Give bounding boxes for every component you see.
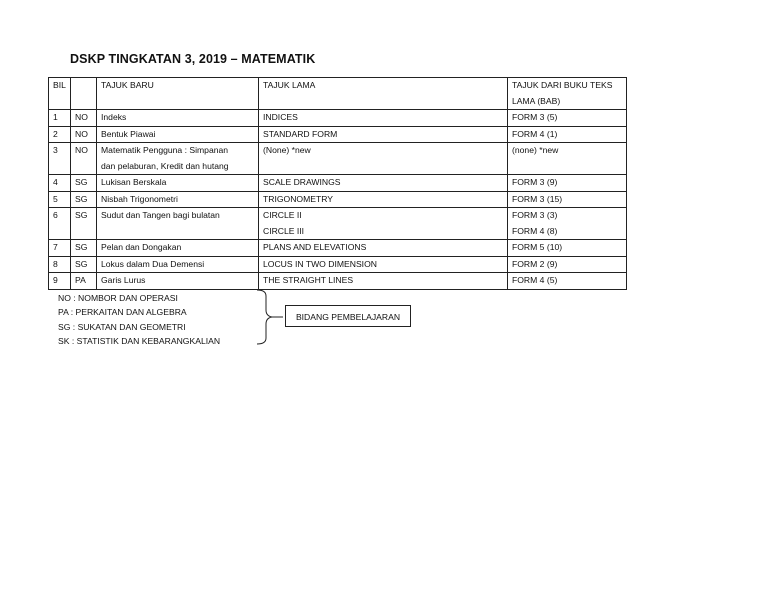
cell-tajuk-baru-line: dan pelaburan, Kredit dan hutang (101, 160, 229, 171)
table-row (49, 256, 627, 273)
cell-code: SG (71, 256, 97, 273)
header-tajuk-buku-line-1: TAJUK DARI BUKU TEKS (512, 80, 613, 90)
cell-tajuk-baru-line: Lokus dalam Dua Demensi (101, 258, 205, 269)
right-curly-brace-icon (255, 288, 283, 346)
cell-code: NO (71, 110, 97, 127)
cell-code: NO (71, 143, 97, 175)
cell-buku-teks-line: FORM 2 (9) (512, 258, 558, 269)
table-row (49, 208, 627, 240)
table-row (49, 143, 627, 175)
cell-tajuk-baru (97, 208, 259, 240)
cell-tajuk-baru-line: Garis Lurus (101, 275, 146, 285)
cell-tajuk-baru (97, 273, 259, 290)
cell-bil: 4 (49, 175, 71, 192)
cell-code: SG (71, 191, 97, 208)
cell-tajuk-lama (259, 143, 508, 175)
cell-tajuk-lama-line: PLANS AND ELEVATIONS (263, 242, 367, 252)
cell-buku-teks-line: FORM 4 (5) (512, 275, 558, 285)
cell-buku-teks (508, 273, 627, 290)
cell-buku-teks (508, 126, 627, 143)
cell-bil: 7 (49, 240, 71, 257)
dskp-table (48, 77, 627, 290)
table-row (49, 240, 627, 257)
cell-bil: 8 (49, 256, 71, 273)
cell-bil: 1 (49, 110, 71, 127)
cell-tajuk-baru-line: Sudut dan Tangen bagi bulatan (101, 210, 220, 220)
cell-tajuk-baru-line: Nisbah Trigonometri (101, 193, 178, 204)
cell-tajuk-baru (97, 110, 259, 127)
cell-code: SG (71, 240, 97, 257)
cell-bil: 9 (49, 273, 71, 290)
cell-buku-teks-line: FORM 3 (15) (512, 193, 563, 204)
cell-code: NO (71, 126, 97, 143)
table-row (49, 175, 627, 192)
header-code (71, 78, 97, 110)
cell-tajuk-baru-line: Lukisan Berskala (101, 177, 167, 187)
cell-tajuk-baru (97, 126, 259, 143)
cell-buku-teks-line: FORM 3 (9) (512, 177, 558, 187)
cell-tajuk-lama-line: TRIGONOMETRY (263, 193, 334, 204)
cell-tajuk-lama (259, 240, 508, 257)
cell-tajuk-baru-line: Bentuk Piawai (101, 128, 156, 139)
cell-tajuk-lama (259, 191, 508, 208)
cell-tajuk-lama (259, 175, 508, 192)
header-tajuk-baru: TAJUK BARU (97, 78, 259, 110)
cell-tajuk-baru-line: Matematik Pengguna : Simpanan (101, 145, 229, 155)
cell-buku-teks-line: FORM 3 (5) (512, 112, 558, 122)
cell-buku-teks-line: FORM 5 (10) (512, 242, 563, 252)
cell-tajuk-baru-line: Pelan dan Dongakan (101, 242, 182, 252)
cell-tajuk-lama-line: INDICES (263, 112, 298, 122)
cell-tajuk-lama (259, 208, 508, 240)
cell-buku-teks (508, 143, 627, 175)
cell-code: SG (71, 175, 97, 192)
cell-tajuk-lama-line: CIRCLE III (263, 225, 305, 236)
legend-item-sk: SK : STATISTIK DAN KEBARANGKALIAN (58, 335, 221, 346)
legend (58, 291, 220, 348)
cell-tajuk-lama (259, 126, 508, 143)
cell-tajuk-baru (97, 143, 259, 175)
cell-bil: 6 (49, 208, 71, 240)
cell-tajuk-lama-line: SCALE DRAWINGS (263, 177, 341, 187)
table-row (49, 191, 627, 208)
cell-tajuk-lama-line: STANDARD FORM (263, 128, 338, 139)
legend-item-pa: PA : PERKAITAN DAN ALGEBRA (58, 307, 187, 318)
cell-buku-teks (508, 191, 627, 208)
cell-buku-teks (508, 175, 627, 192)
cell-bil: 3 (49, 143, 71, 175)
cell-tajuk-lama-line: THE STRAIGHT LINES (263, 275, 354, 285)
cell-buku-teks-line: (none) *new (512, 145, 559, 155)
table-row (49, 110, 627, 127)
cell-tajuk-baru (97, 191, 259, 208)
cell-code: PA (71, 273, 97, 290)
cell-bil: 5 (49, 191, 71, 208)
legend-item-no: NO : NOMBOR DAN OPERASI (58, 293, 178, 303)
cell-tajuk-baru-line: Indeks (101, 112, 127, 122)
header-tajuk-buku-teks (508, 78, 627, 110)
cell-buku-teks (508, 240, 627, 257)
table-header-row (49, 78, 627, 110)
cell-buku-teks (508, 110, 627, 127)
cell-buku-teks-line: FORM 3 (3) (512, 210, 558, 220)
bidang-pembelajaran-box: BIDANG PEMBELAJARAN (285, 305, 411, 327)
legend-item-sg: SG : SUKATAN DAN GEOMETRI (58, 321, 186, 332)
cell-buku-teks-line: FORM 4 (1) (512, 128, 558, 139)
cell-tajuk-lama-line: LOCUS IN TWO DIMENSION (263, 258, 377, 269)
cell-tajuk-baru (97, 240, 259, 257)
cell-tajuk-baru (97, 256, 259, 273)
cell-tajuk-lama (259, 273, 508, 290)
cell-tajuk-lama (259, 256, 508, 273)
cell-tajuk-baru (97, 175, 259, 192)
document-title: DSKP TINGKATAN 3, 2019 – MATEMATIK (70, 52, 316, 66)
cell-bil: 2 (49, 126, 71, 143)
table-body (49, 110, 627, 290)
cell-tajuk-lama-line: (None) *new (263, 145, 311, 155)
header-tajuk-lama: TAJUK LAMA (259, 78, 508, 110)
cell-tajuk-lama (259, 110, 508, 127)
cell-buku-teks (508, 208, 627, 240)
cell-code: SG (71, 208, 97, 240)
table-row (49, 273, 627, 290)
header-bil: BIL (49, 78, 71, 110)
cell-buku-teks (508, 256, 627, 273)
cell-tajuk-lama-line: CIRCLE II (263, 210, 302, 220)
table-row (49, 126, 627, 143)
cell-buku-teks-line: FORM 4 (8) (512, 225, 558, 236)
header-tajuk-buku-line-2: LAMA (BAB) (512, 95, 561, 106)
